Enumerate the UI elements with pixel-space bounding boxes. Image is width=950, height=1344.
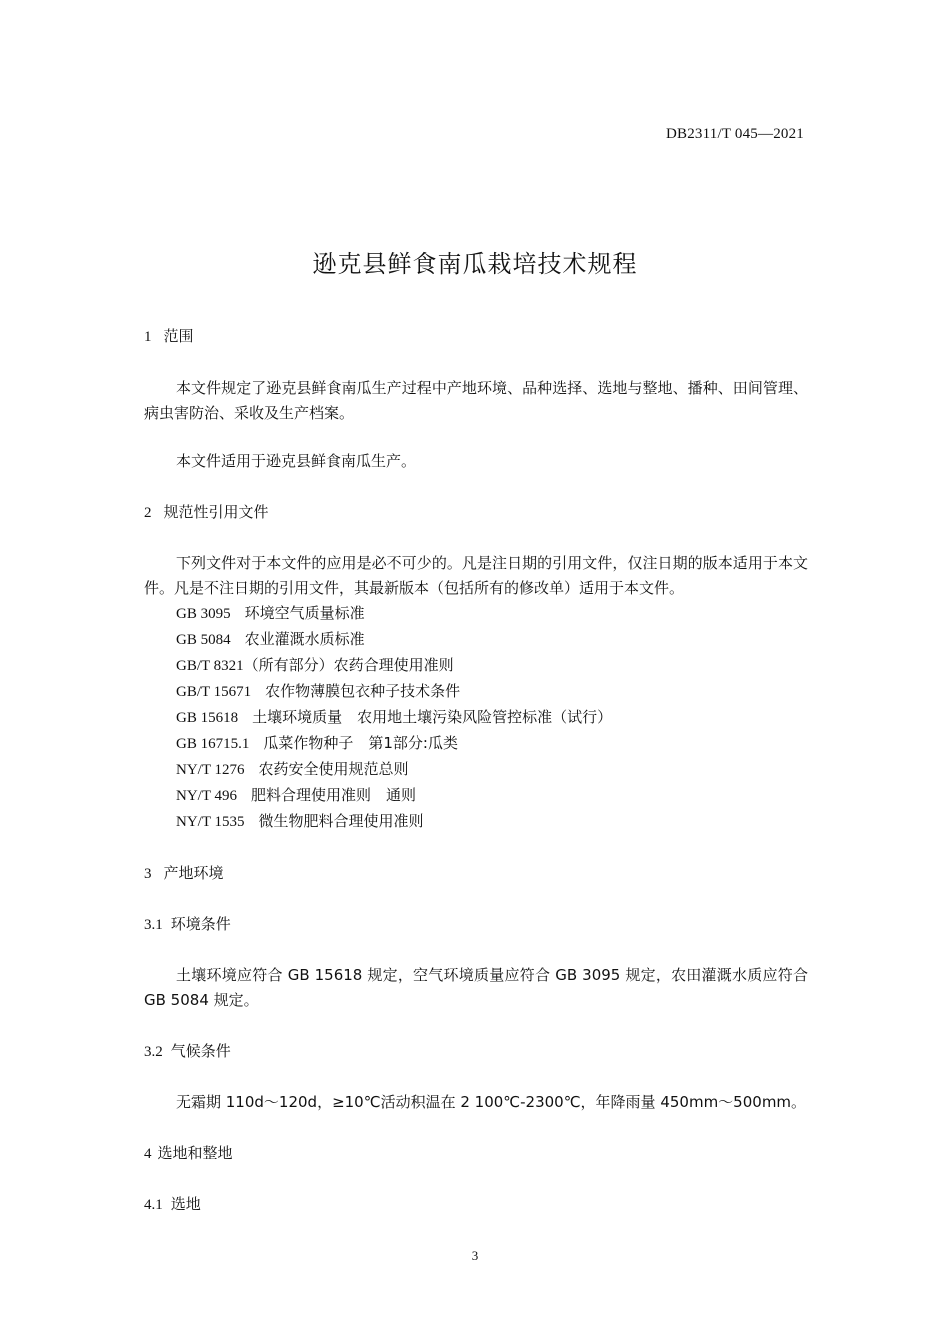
reference-item [144, 809, 808, 835]
section-title: 选地 [170, 1195, 201, 1213]
section-2-heading [144, 500, 808, 525]
section-number: 4.1 [144, 1197, 163, 1213]
reference-title: 土壤环境质量 农用地土壤污染风险管控标准（试行） [252, 708, 613, 726]
reference-item [144, 627, 808, 653]
section-3-heading [144, 861, 808, 886]
reference-title: 微生物肥料合理使用准则 [258, 812, 424, 830]
section-title: 规范性引用文件 [163, 503, 269, 521]
reference-code: GB 16715.1 [176, 736, 250, 752]
reference-list [144, 601, 808, 835]
section-3-1-heading [144, 912, 808, 937]
reference-item [144, 653, 808, 679]
section-3-2-heading [144, 1039, 808, 1064]
reference-item [144, 601, 808, 627]
reference-item [144, 783, 808, 809]
section-number: 1 [144, 329, 152, 345]
environment-paragraph: 土壤环境应符合 GB 15618 规定，空气环境质量应符合 GB 3095 规定，农田灌溉水质应符合 GB 5084 规定。 [144, 966, 808, 1009]
reference-code: NY/T 1535 [176, 814, 245, 830]
reference-code: GB/T 15671 [176, 684, 252, 700]
section-number: 3 [144, 866, 152, 882]
scope-applicability: 本文件适用于逊克县鲜食南瓜生产。 [176, 452, 417, 470]
page-number: 3 [471, 1248, 479, 1263]
reference-title: （所有部分）农药合理使用准则 [243, 656, 454, 674]
section-4-heading [144, 1141, 808, 1166]
section-4-1-heading [144, 1192, 808, 1217]
document-title: 逊克县鲜食南瓜栽培技术规程 [312, 250, 638, 278]
reference-code: NY/T 496 [176, 788, 237, 804]
scope-paragraph: 本文件规定了逊克县鲜食南瓜生产过程中产地环境、品种选择、选地与整地、播种、田间管理、病虫害防治、采收及生产档案。 [144, 379, 808, 422]
section-number: 2 [144, 505, 152, 521]
reference-item [144, 757, 808, 783]
reference-code: GB/T 8321 [176, 658, 244, 674]
section-1-heading [144, 324, 808, 349]
reference-item [144, 731, 808, 757]
reference-title: 农作物薄膜包衣种子技术条件 [265, 682, 461, 700]
section-number: 3.2 [144, 1044, 163, 1060]
reference-title: 农业灌溉水质标准 [244, 630, 365, 648]
section-title: 范围 [163, 327, 194, 345]
reference-code: GB 15618 [176, 710, 239, 726]
section-title: 选地和整地 [157, 1144, 233, 1162]
reference-title: 农药安全使用规范总则 [258, 760, 409, 778]
reference-code: NY/T 1276 [176, 762, 245, 778]
section-title: 环境条件 [170, 915, 231, 933]
reference-title: 环境空气质量标准 [244, 604, 365, 622]
section-number: 4 [144, 1146, 152, 1162]
document-code: DB2311/T 045—2021 [666, 126, 804, 142]
references-intro: 下列文件对于本文件的应用是必不可少的。凡是注日期的引用文件，仅注日期的版本适用于本文件。凡是不注日期的引用文件，其最新版本（包括所有的修改单）适用于本文件。 [144, 554, 808, 597]
section-title: 产地环境 [163, 864, 224, 882]
reference-title: 肥料合理使用准则 通则 [250, 786, 416, 804]
section-title: 气候条件 [170, 1042, 231, 1060]
reference-code: GB 5084 [176, 632, 231, 648]
section-number: 3.1 [144, 917, 163, 933]
document-body [144, 324, 808, 1217]
climate-paragraph: 无霜期 110d～120d，≥10℃活动积温在 2 100℃-2300℃，年降雨量 450mm～500mm。 [176, 1093, 807, 1111]
reference-item [144, 679, 808, 705]
reference-title: 瓜菜作物种子 第1部分:瓜类 [263, 734, 458, 752]
reference-code: GB 3095 [176, 606, 231, 622]
reference-item [144, 705, 808, 731]
